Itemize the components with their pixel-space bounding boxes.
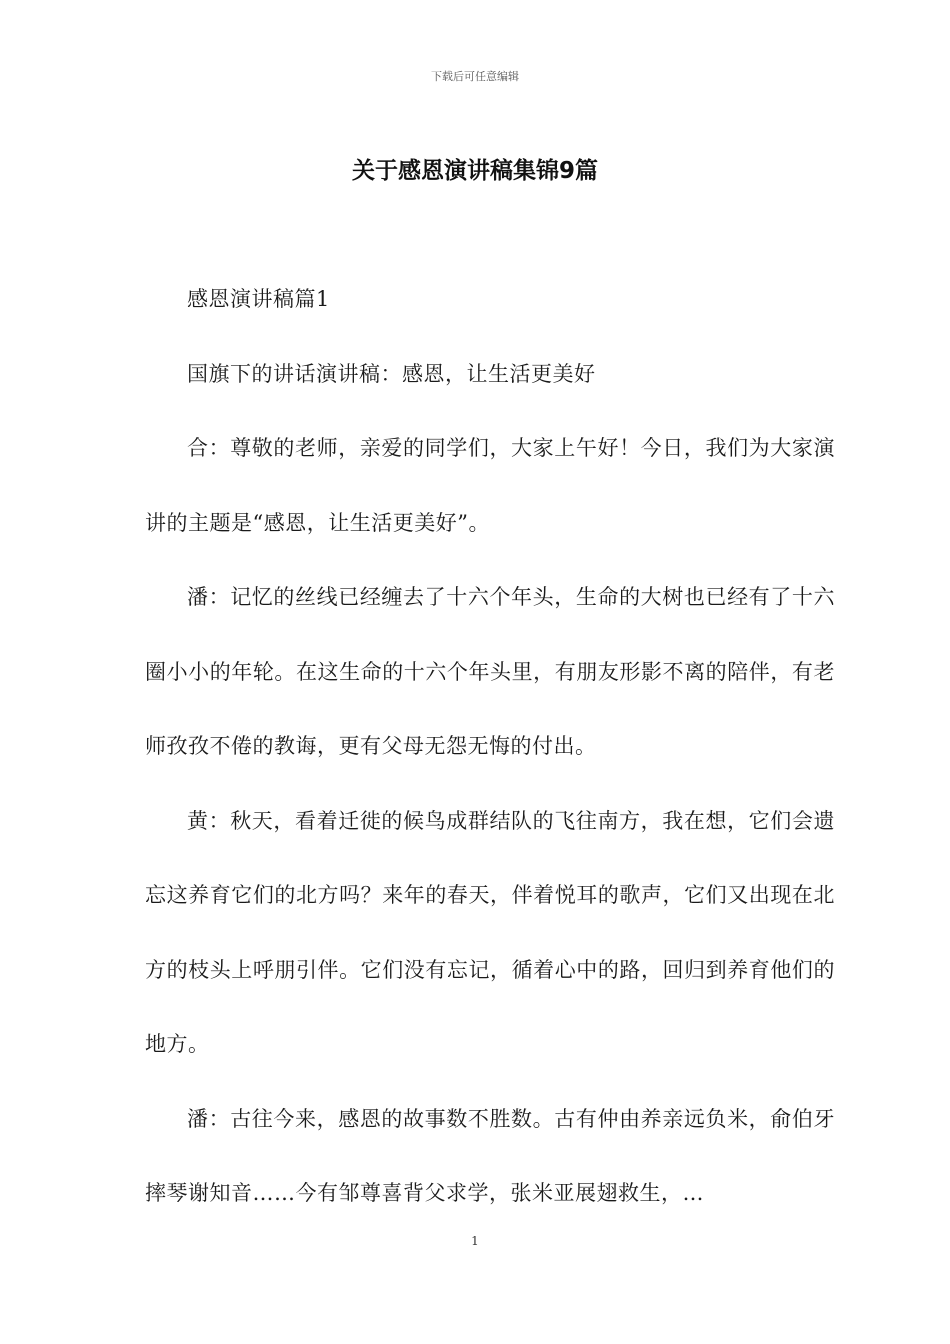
paragraph: 潘：记忆的丝线已经缠去了十六个年头，生命的大树也已经有了十六圈小小的年轮。在这生命的十六个年头里，有朋友形影不离的陪伴，有老师孜孜不倦的教诲，更有父母无怨无悔的付出。: [145, 585, 835, 758]
paragraph: 感恩演讲稿篇1: [187, 287, 330, 311]
document-body: [145, 262, 835, 1231]
paragraph: 黄：秋天，看着迁徙的候鸟成群结队的飞往南方，我在想，它们会遗忘这养育它们的北方吗？来年的春天，伴着悦耳的歌声，它们又出现在北方的枝头上呼朋引伴。它们没有忘记，循着心中的路，回归到养育他们的地方。: [145, 808, 835, 1056]
paragraph: 国旗下的讲话演讲稿：感恩，让生活更美好: [187, 361, 596, 386]
header-note: 下载后可任意编辑: [431, 70, 519, 83]
document-title: 关于感恩演讲稿集锦9篇: [351, 158, 598, 184]
page-number: 1: [471, 1234, 479, 1248]
paragraph: 合：尊敬的老师，亲爱的同学们，大家上午好！今日，我们为大家演讲的主题是“感恩，让生活更美好”。: [145, 436, 835, 535]
paragraph: 潘：古往今来，感恩的故事数不胜数。古有仲由养亲远负米，俞伯牙摔琴谢知音……今有邹尊喜背父求学，张米亚展翅救生，…: [145, 1106, 835, 1205]
